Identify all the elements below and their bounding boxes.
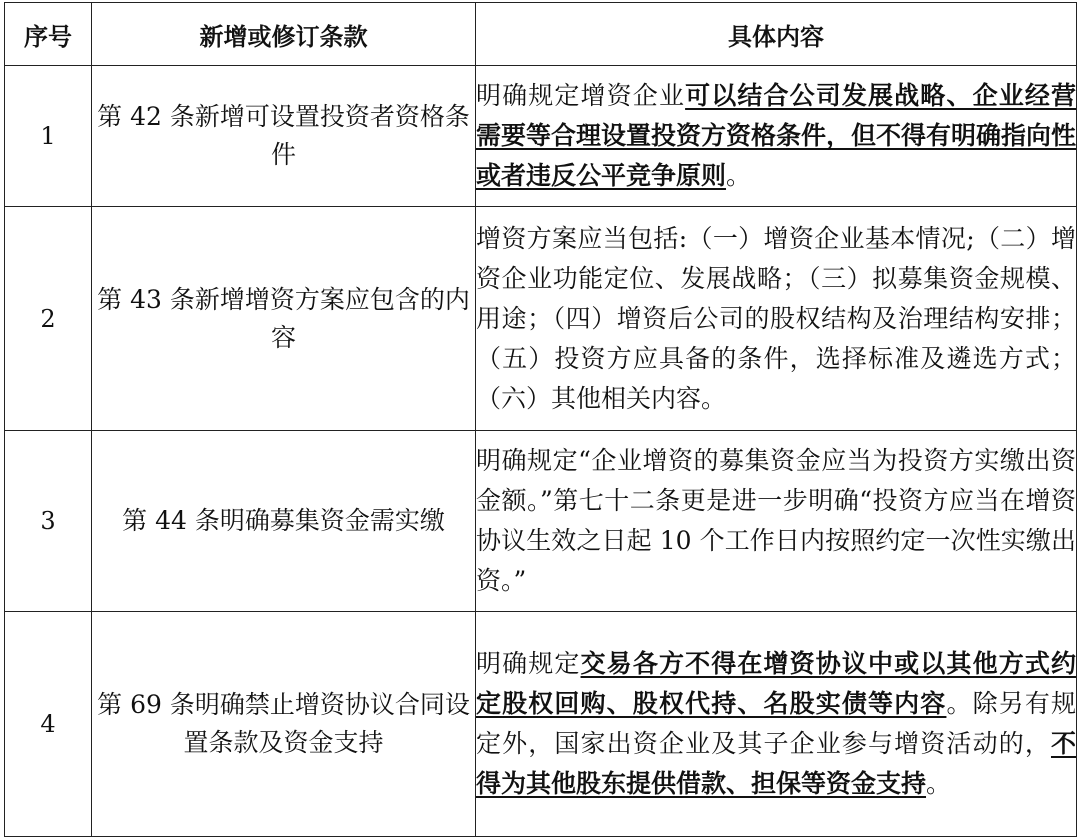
content-text: 明确规定“企业增资的募集资金应当为投资方实缴出资金额。”第七十二条更是进一步明确“投资方应当在增资协议生效之日起 10 个工作日内按照约定一次性实缴出资。”: [476, 446, 1076, 595]
row-content: [476, 207, 1077, 431]
row-content: [476, 66, 1077, 207]
content-text: 明确规定增资企业: [476, 81, 686, 110]
content-text: 。: [926, 769, 952, 798]
row-number: 1: [5, 66, 92, 207]
table-row: [5, 66, 1077, 207]
content-text: 增资方案应当包括:（一）增资企业基本情况;（二）增资企业功能定位、发展战略；（三）拟募集资金规模、用途；（四）增资后公司的股权结构及治理结构安排；（五）投资方应具备的条件，选择标准及遴选方式；（六）其他相关内容。: [476, 223, 1076, 413]
clauses-table: [4, 2, 1077, 837]
content-text: 。: [726, 161, 752, 190]
table-row: [5, 207, 1077, 431]
content-emphasis: 不得为其他股东提供借款、担保等资金支持: [476, 729, 1076, 798]
header-clause: 新增或修订条款: [92, 3, 476, 66]
table-row: [5, 612, 1077, 837]
row-clause: 第 44 条明确募集资金需实缴: [92, 431, 476, 612]
header-num: 序号: [5, 3, 92, 66]
content-emphasis: 交易各方不得在增资协议中或以其他方式约定股权回购、股权代持、名股实债等内容: [476, 649, 1076, 718]
row-number: 3: [5, 431, 92, 612]
content-emphasis: 可以结合公司发展战略、企业经营需要等合理设置投资方资格条件，但不得有明确指向性或者违反公平竞争原则: [476, 81, 1077, 190]
row-clause: 第 69 条明确禁止增资协议合同设置条款及资金支持: [92, 612, 476, 837]
table-row: [5, 431, 1077, 612]
content-text: 明确规定: [476, 649, 581, 678]
header-content: 具体内容: [476, 3, 1077, 66]
row-content: [476, 612, 1077, 837]
table-header-row: [5, 3, 1077, 66]
row-content: [476, 431, 1077, 612]
row-clause: 第 42 条新增可设置投资者资格条件: [92, 66, 476, 207]
content-text: 。除另有规定外，国家出资企业及其子企业参与增资活动的，: [476, 689, 1076, 758]
row-number: 2: [5, 207, 92, 431]
row-number: 4: [5, 612, 92, 837]
row-clause: 第 43 条新增增资方案应包含的内容: [92, 207, 476, 431]
